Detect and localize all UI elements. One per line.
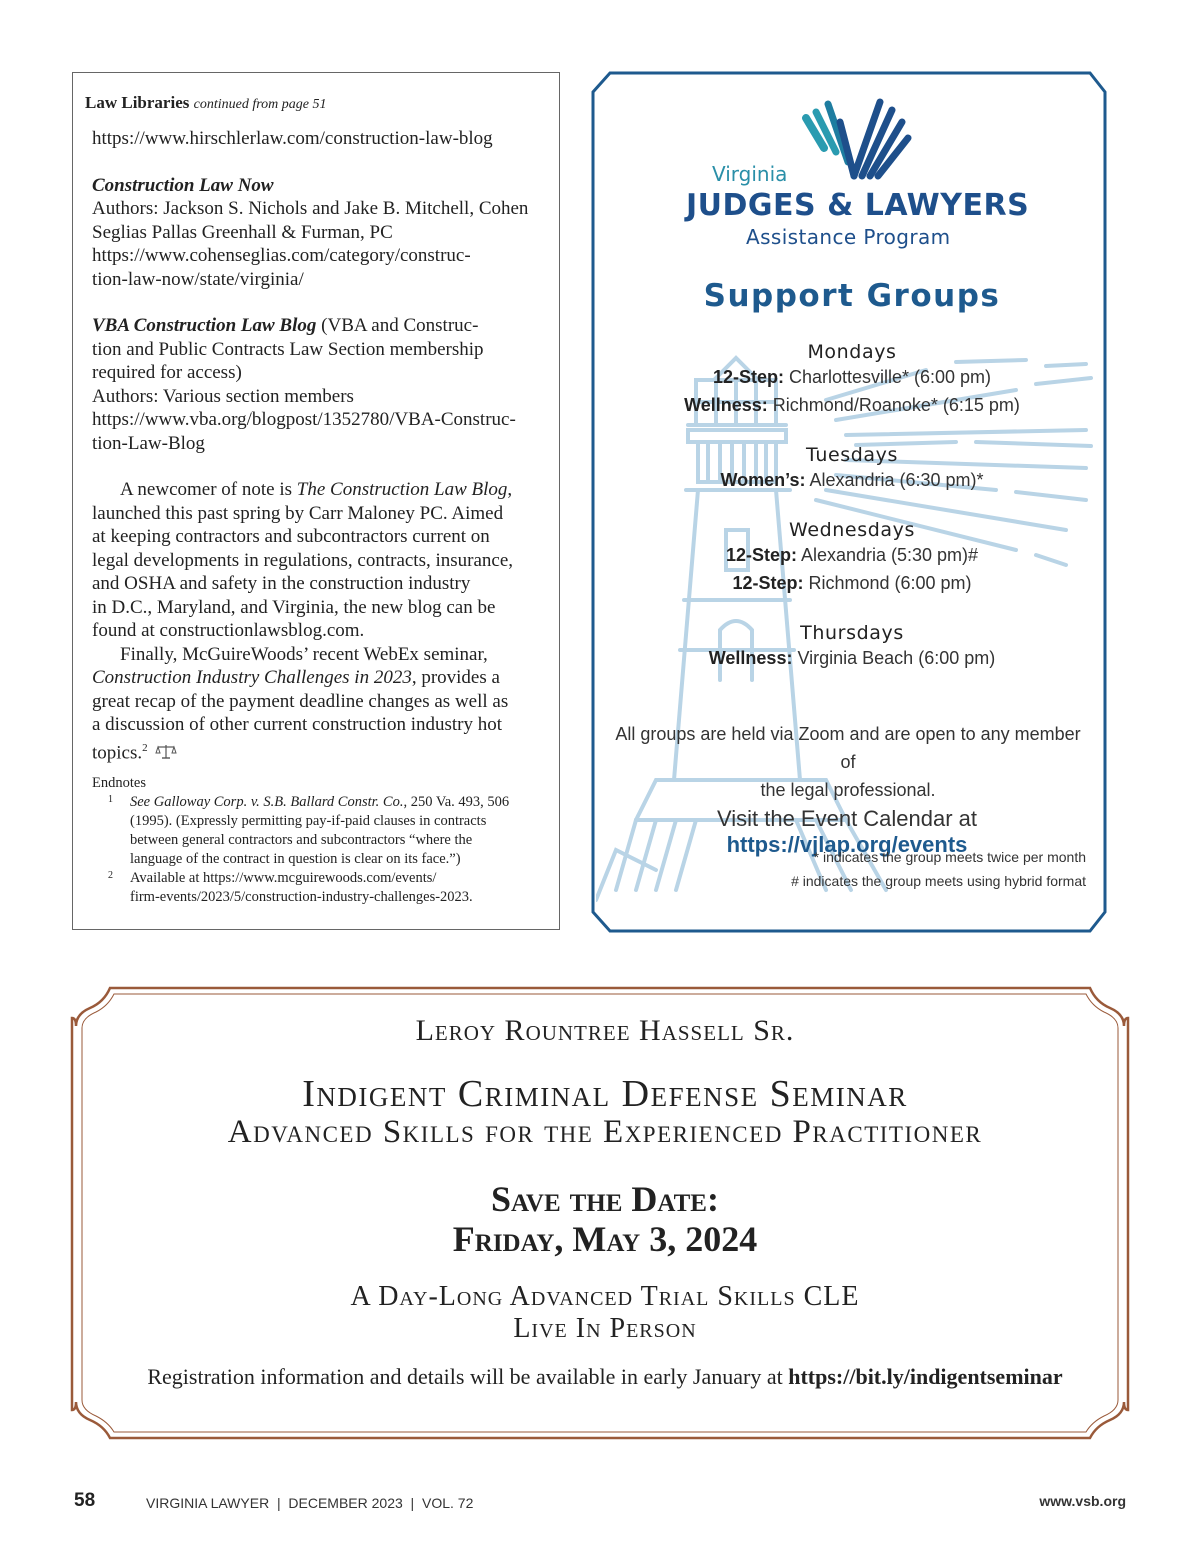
endnote-url[interactable]: Available at https://www.mcguirewoods.com/events/	[130, 870, 437, 887]
publication-line: VIRGINIA LAWYER | DECEMBER 2023 | VOL. 72	[146, 1495, 474, 1511]
vba-authors: Authors: Various section members	[92, 385, 354, 407]
cln-authors-1: Authors: Jackson S. Nichols and Jake B. Mitchell, Cohen	[92, 198, 529, 219]
vjlap-logo-icon	[802, 92, 912, 184]
vba-desc: (VBA and Construc-	[316, 315, 479, 336]
group-entry: Wellness: Virginia Beach (6:00 pm)	[708, 648, 996, 668]
cle-description: A Day-Long Advanced Trial Skills CLE	[350, 1281, 860, 1312]
blog-name: The Construction Law Blog	[296, 479, 508, 500]
paragraph-line: legal developments in regulations, contracts, insurance,	[92, 549, 514, 571]
paragraph-finally: Finally, McGuireWoods’ recent WebEx seminar,	[120, 643, 488, 665]
vba-blog-entry	[92, 314, 541, 338]
cln-url-1[interactable]: https://www.cohenseglias.com/category/construc-	[92, 245, 471, 266]
day-heading: Mondays	[807, 341, 897, 363]
support-groups-title: Support Groups	[703, 278, 1001, 314]
footnote-hash: # indicates the group meets using hybrid format	[791, 873, 1086, 889]
group-entry: Women’s: Alexandria (6:30 pm)*	[720, 470, 984, 490]
page-number: 58	[74, 1490, 96, 1511]
group-entry: Wellness: Richmond/Roanoke* (6:15 pm)	[684, 395, 1020, 415]
paragraph-line: at keeping contractors and subcontractors current on	[92, 526, 490, 547]
paragraph-newcomer: A newcomer of note is The Construction Law Blog,	[120, 479, 513, 500]
logo-virginia: Virginia	[712, 162, 788, 186]
day-heading: Thursdays	[800, 622, 904, 644]
paragraph-line: a discussion of other current construction industry hot	[92, 714, 503, 735]
schedule-tuesdays	[596, 444, 1108, 494]
scales-icon	[155, 744, 177, 760]
section-title: Law Libraries	[85, 93, 190, 112]
logo-judges-lawyers: JUDGES & LAWYERS	[686, 188, 1030, 223]
vba-url-1[interactable]: https://www.vba.org/blogpost/1352780/VBA-Construc-	[92, 409, 516, 430]
group-entry: 12-Step: Alexandria (5:30 pm)#	[725, 545, 979, 565]
paragraph-line: great recap of the payment deadline changes as well as	[92, 690, 509, 712]
save-the-date: Save the Date:	[491, 1179, 719, 1219]
group-entry: 12-Step: Richmond (6:00 pm)	[732, 573, 972, 593]
event-calendar-line: Visit the Event Calendar at https://vjlap.org/events	[716, 806, 978, 857]
group-entry: 12-Step: Charlottesville* (6:00 pm)	[712, 367, 992, 387]
law-libraries-body	[85, 127, 541, 764]
footnote-asterisk: * indicates the group meets twice per month	[813, 849, 1086, 865]
paragraph-line: in D.C., Maryland, and Virginia, the new blog can be	[92, 596, 496, 618]
footnote-ref[interactable]: 2	[142, 741, 148, 754]
paragraph-line-last: topics.$^2$	[92, 737, 541, 765]
paragraph-line: and OSHA and safety in the construction industry	[92, 573, 471, 594]
paragraph-line: Construction Industry Challenges in 2023, provides a	[92, 667, 500, 688]
cle-format: Live In Person	[513, 1313, 697, 1344]
seminar-date: Friday, May 3, 2024	[452, 1219, 758, 1259]
schedule-thursdays	[596, 622, 1108, 672]
law-libraries-box	[72, 72, 560, 930]
day-heading: Tuesdays	[806, 444, 898, 466]
paragraph-line: launched this past spring by Carr Maloney PC. Aimed	[92, 502, 504, 524]
cln-url-2[interactable]: tion-law-now/state/virginia/	[92, 268, 304, 290]
endnote-url-cont[interactable]: firm-events/2023/5/construction-industry-challenges-2023.	[130, 889, 473, 906]
hirschler-url[interactable]: https://www.hirschlerlaw.com/construction-law-blog	[92, 128, 493, 149]
schedule-mondays	[596, 341, 1108, 419]
seminar-honoree: Leroy Rountree Hassell Sr.	[415, 1014, 795, 1047]
endnotes-label: Endnotes	[92, 775, 146, 792]
seminar-subtitle: Advanced Skills for the Experienced Practitioner	[227, 1114, 983, 1150]
schedule-wednesdays	[596, 519, 1108, 597]
registration-line: Registration information and details will be available in early January at https://bit.ly/indigentseminar	[147, 1364, 1063, 1389]
vba-url-2[interactable]: tion-Law-Blog	[92, 432, 205, 454]
vjlap-events-link[interactable]: https://vjlap.org/events	[726, 832, 968, 857]
paragraph-line: found at constructionlawsblog.com.	[92, 620, 365, 641]
vba-title: VBA Construction Law Blog	[92, 315, 317, 336]
section-heading	[85, 93, 541, 113]
logo-assistance-program: Assistance Program	[746, 225, 951, 249]
seminar-name: Construction Industry Challenges in 2023	[92, 667, 412, 688]
cln-title: Construction Law Now	[92, 174, 274, 196]
vba-desc-2: tion and Public Contracts Law Section membership	[92, 338, 484, 360]
day-heading: Wednesdays	[789, 519, 915, 541]
endnotes	[85, 774, 541, 907]
case-name: See Galloway Corp. v. S.B. Ballard Constr. Co.	[130, 794, 404, 811]
zoom-note: All groups are held via Zoom and are open to any member of the legal professional.	[615, 724, 1081, 800]
endnote-1: 1 See Galloway Corp. v. S.B. Ballard Constr. Co., 250 Va. 493, 506 (1995). (Expressly permitting pay-if-paid clauses in contracts between general contractors and subcontractors “where the language of the contract in question is clear on its face.”)	[108, 794, 510, 868]
site-url[interactable]: www.vsb.org	[1039, 1493, 1126, 1509]
continued-note: continued from page 51	[193, 97, 327, 112]
registration-link[interactable]: https://bit.ly/indigentseminar	[788, 1364, 1063, 1389]
seminar-title: Indigent Criminal Defense Seminar	[302, 1073, 908, 1115]
endnote-2: 2 Available at https://www.mcguirewoods.com/events/ firm-events/2023/5/construction-industry-challenges-2023.	[92, 869, 541, 907]
cln-authors-2: Seglias Pallas Greenhall & Furman, PC	[92, 221, 393, 243]
vba-desc-3: required for access)	[92, 362, 242, 383]
